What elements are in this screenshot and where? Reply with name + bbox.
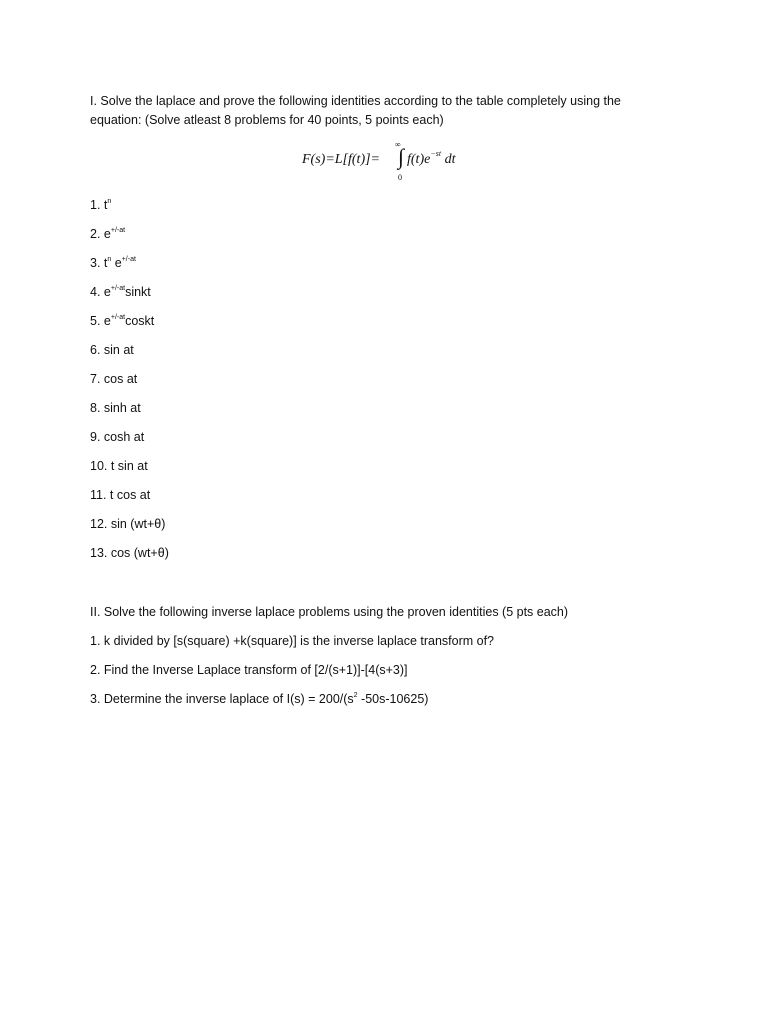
formula-rhs [407, 149, 456, 168]
list-item-11: 11. t cos at [90, 488, 151, 502]
list-item-10: 10. t sin at [90, 459, 148, 473]
problem-1: 1. k divided by [s(square) +k(square)] is the inverse laplace transform of? [90, 634, 495, 648]
integral-sign-icon: ∫ [398, 144, 405, 169]
list-item-9: 9. cosh at [90, 430, 145, 444]
list-item-12: 12. sin (wt+θ) [90, 517, 166, 531]
list-item-13: 13. cos (wt+θ) [90, 546, 169, 560]
list-item-8: 8. sinh at [90, 401, 141, 415]
list-item-5: 5. $e^{+/-at}coskt$ [90, 314, 155, 328]
formula-differential: dt [441, 152, 456, 167]
list-item-1: 1. $t^n$ [90, 198, 112, 212]
formula-upper-limit: ∞ [395, 140, 401, 149]
formula-integrand: f(t)e [407, 152, 431, 167]
formula-lhs: F(s)=L[f(t)]= [302, 152, 381, 167]
problem-3: 3. Determine the inverse laplace of $I(s) = 200/(s^2$ -50s-10625) [90, 692, 429, 706]
section-2-heading: II. Solve the following inverse laplace problems using the proven identities (5 pts each) [90, 605, 569, 619]
laplace-formula [302, 140, 502, 186]
list-item-3: 3. $t^n$ $e^{+/-at}$ [90, 256, 136, 270]
list-item-6: 6. sin at [90, 343, 134, 357]
section-1-heading: I. Solve the laplace and prove the following identities according to the table completely using the equation: (Solve atleast 8 problems for 40 points, 5 points each) [90, 94, 621, 127]
list-item-7: 7. cos at [90, 372, 138, 386]
list-item-2: 2. $e^{+/-at}$ [90, 227, 126, 241]
problem-2: 2. Find the Inverse Laplace transform of [2/(s+1)]-[4(s+3)] [90, 663, 408, 677]
list-item-4: 4. $e^{+/-at}sinkt$ [90, 285, 151, 299]
formula-lower-limit: 0 [398, 173, 402, 182]
formula-exponent: −st [430, 149, 442, 158]
